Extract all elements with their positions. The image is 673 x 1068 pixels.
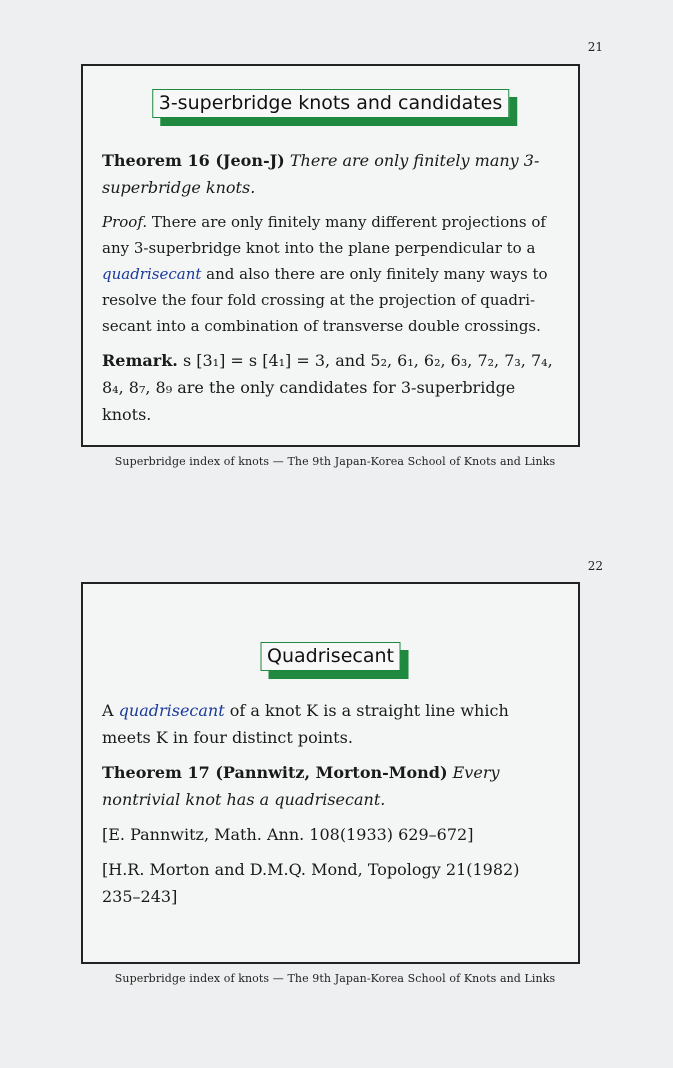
definition [102,697,558,751]
definition-term-quadrisecant: quadrisecant [118,701,225,720]
slide-21 [81,64,580,447]
slide-content [102,697,558,918]
theorem-label: Theorem 17 (Pannwitz, Morton-Mond) [102,763,448,782]
proof-text-1: There are only finitely many different projections of any 3-superbridge knot into the plane perpendicular to a [102,213,546,257]
page-number: 22 [587,559,603,573]
slide-title-wrap [260,642,401,671]
proof [102,209,558,339]
remark-text: s [3₁] = s [4₁] = 3, and 5₂, 6₁, 6₂, 6₃, 7₂, 7₃, 7₄, 8₄, 8₇, 8₉ are the only candidates for 3-superbridge knots. [102,351,553,424]
proof-text-2: and also there are only finitely many ways to resolve the four fold crossing at the projection of quadri-secant into a combination of transverse double crossings. [102,265,548,335]
remark [102,347,558,428]
theorem [102,147,558,201]
slide-footer: Superbridge index of knots — The 9th Japan-Korea School of Knots and Links [114,455,556,468]
theorem [102,759,558,813]
theorem-text: Every nontrivial knot has a quadrisecant. [102,763,500,809]
slide-title-wrap [152,89,510,118]
slide-title: Quadrisecant [260,642,401,671]
slide-title: 3-superbridge knots and candidates [152,89,510,118]
reference-2: [H.R. Morton and D.M.Q. Mond, Topology 21(1982) 235–243] [102,860,520,906]
theorem-text: There are only finitely many 3-superbridge knots. [102,151,540,197]
slide-22 [81,582,580,964]
remark-label: Remark. [102,351,178,370]
definition-text: of a knot K is a straight line which meets K in four distinct points. [102,701,509,747]
definition-prefix: A [102,701,114,720]
page-number: 21 [587,40,603,54]
reference-1: [E. Pannwitz, Math. Ann. 108(1933) 629–672] [102,825,474,844]
slide-footer: Superbridge index of knots — The 9th Japan-Korea School of Knots and Links [114,972,556,985]
theorem-label: Theorem 16 (Jeon-J) [102,151,285,170]
slide-content [102,147,558,436]
proof-label: Proof. [102,213,148,231]
proof-term-quadrisecant: quadrisecant [102,265,202,283]
